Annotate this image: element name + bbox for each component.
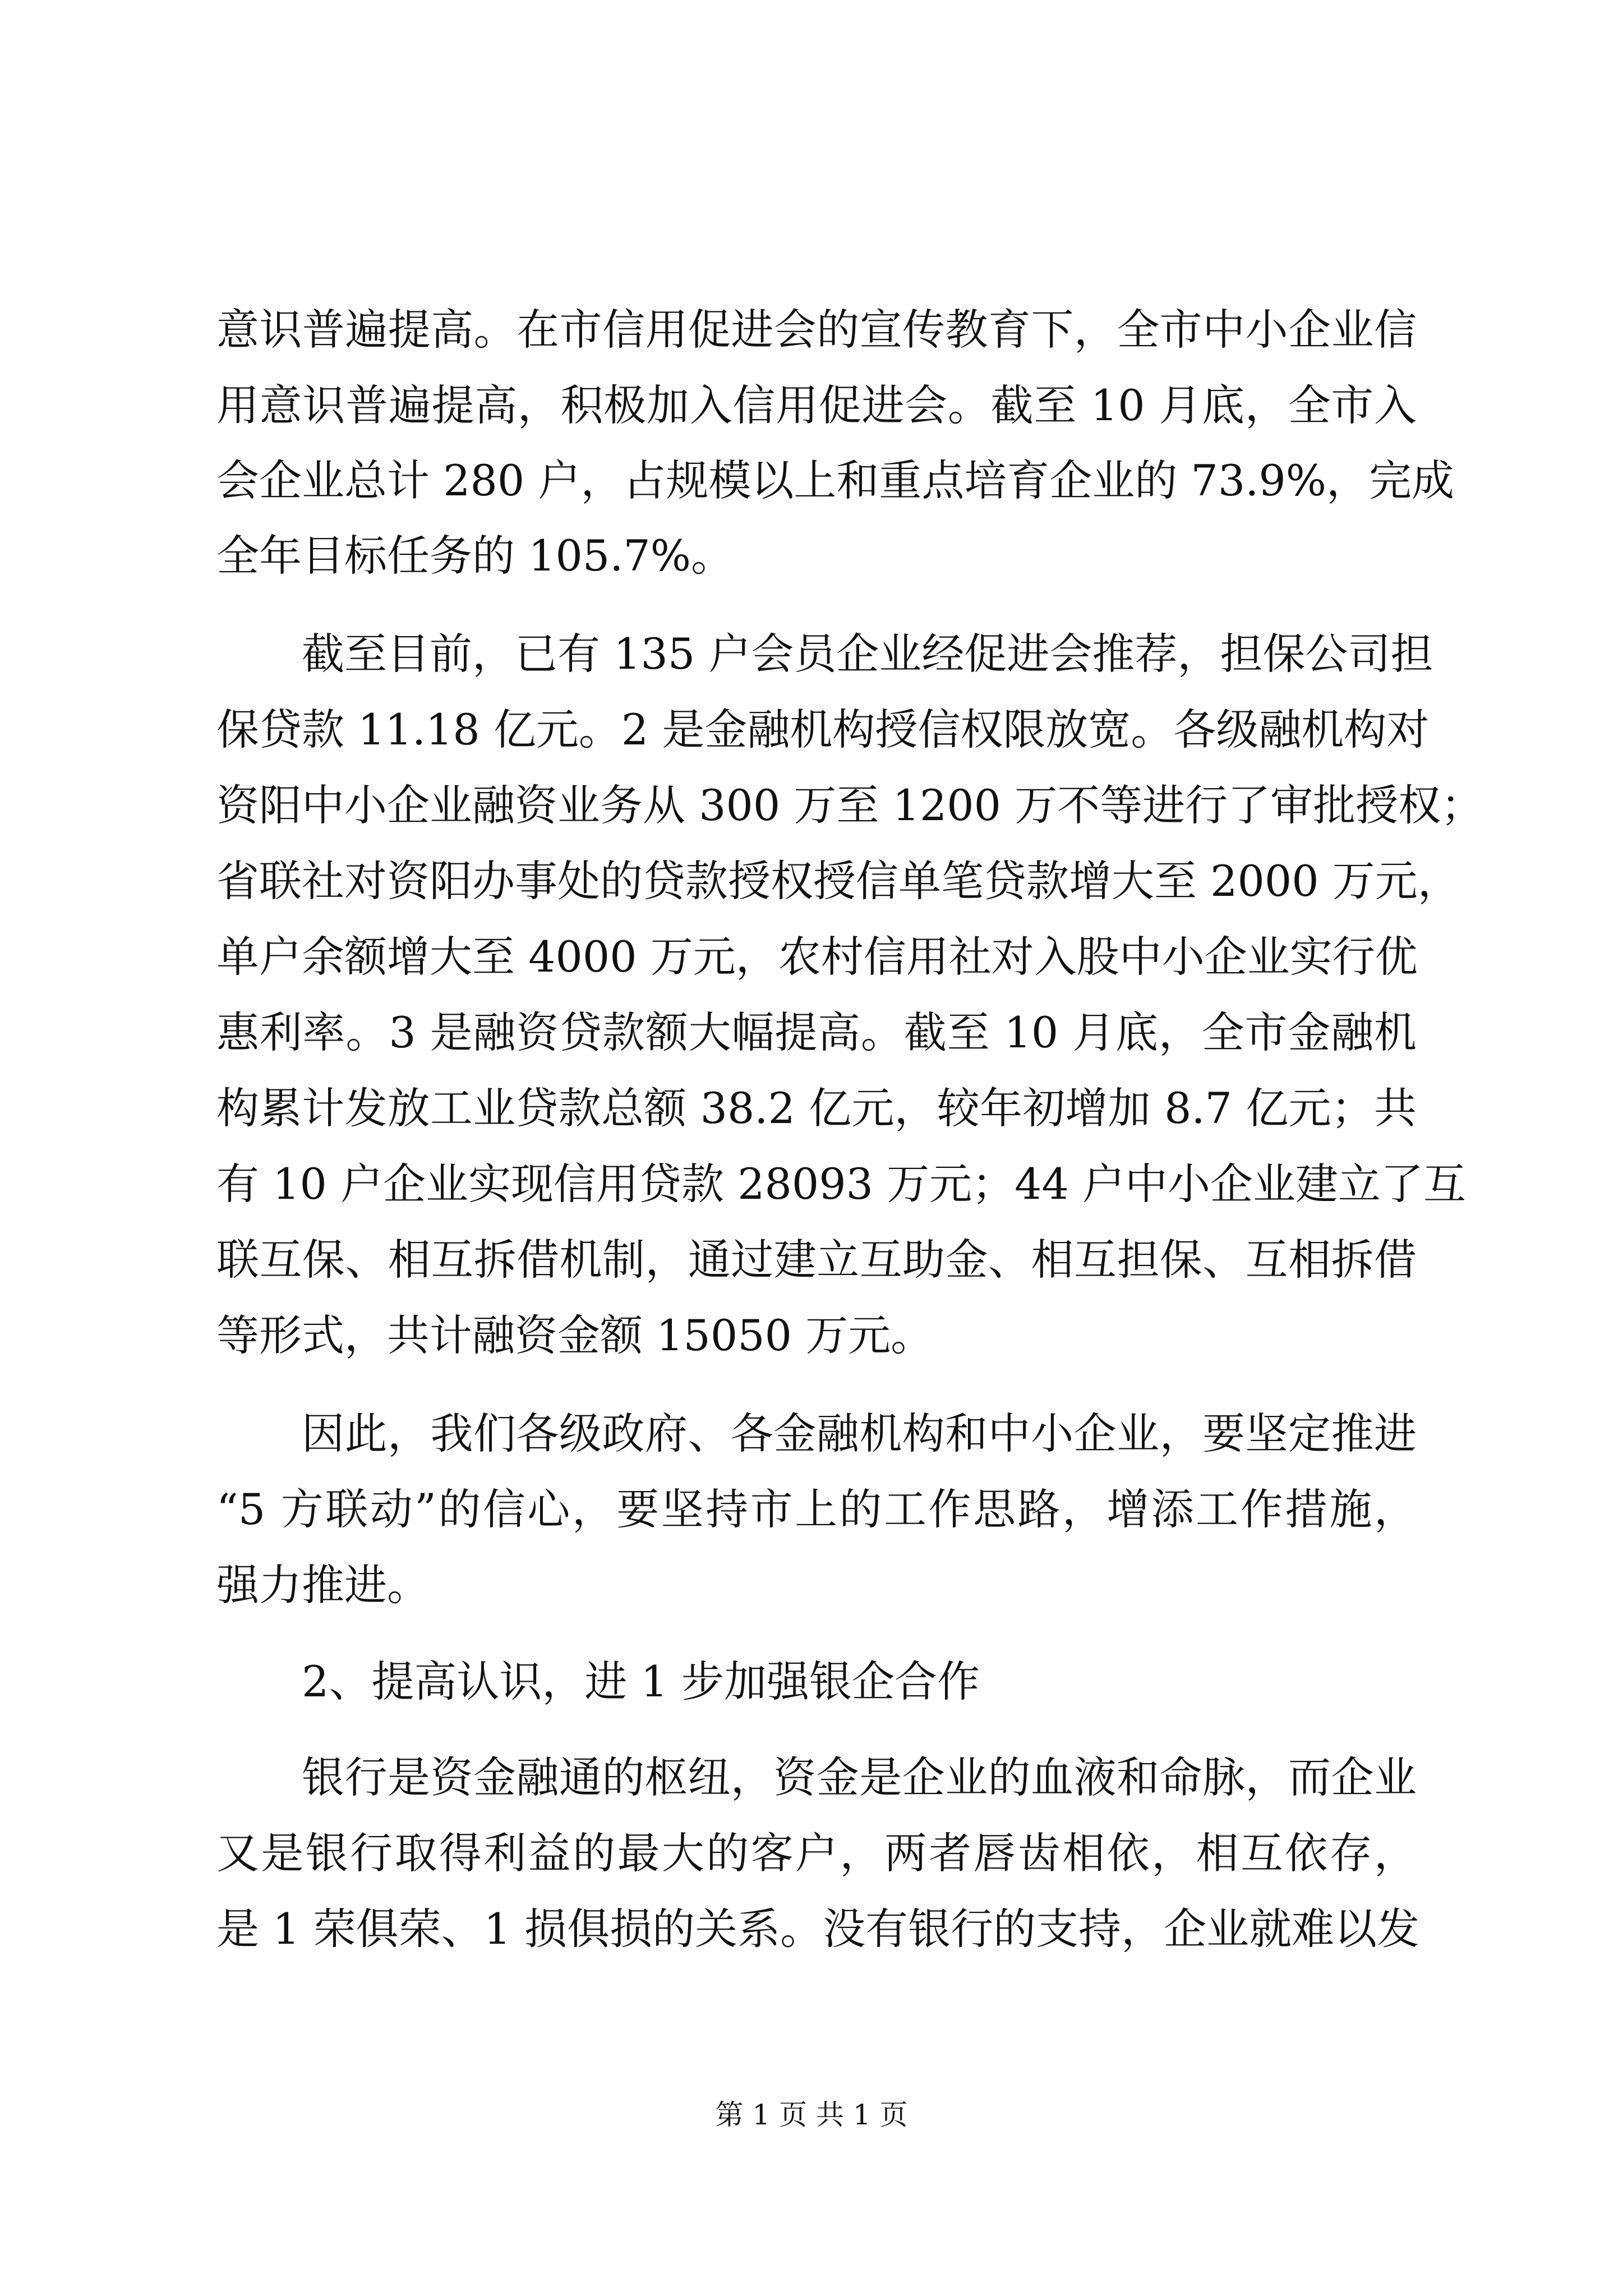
text-line: 是 1 荣俱荣、1 损俱损的关系。没有银行的支持，企业就难以发 — [216, 1904, 1420, 1954]
text-line: 会企业总计 280 户，占规模以上和重点培育企业的 73.9%，完成 — [216, 455, 1454, 505]
text-line: 意识普遍提高。在市信用促进会的宣传教育下，全市中小企业信 — [216, 305, 1417, 355]
text-line: 因此，我们各级政府、各金融机构和中小企业，要坚定推进 — [302, 1409, 1417, 1458]
text-line: 惠利率。3 是融资贷款额大幅提高。截至 10 月底，全市金融机 — [216, 1007, 1417, 1057]
text-line: “5 方联动”的信心，要坚持市上的工作思路，增添工作措施， — [216, 1484, 1417, 1534]
text-line: 全年目标任务的 105.7%。 — [216, 531, 734, 581]
text-line: 用意识普遍提高，积极加入信用促进会。截至 10 月底，全市入 — [216, 380, 1417, 430]
text-line: 联互保、相互拆借机制，通过建立互助金、相互担保、互相拆借 — [216, 1235, 1417, 1285]
text-line: 资阳中小企业融资业务从 300 万至 1200 万不等进行了审批授权； — [216, 780, 1484, 830]
text-line: 又是银行取得利益的最大的客户，两者唇齿相依，相互依存， — [216, 1828, 1417, 1878]
section-heading: 2、提高认识，进 1 步加强银企合作 — [302, 1657, 980, 1706]
text-line: 省联社对资阳办事处的贷款授权授信单笔贷款增大至 2000 万元， — [216, 856, 1460, 906]
text-line: 有 10 户企业实现信用贷款 28093 万元；44 户中小企业建立了互 — [216, 1159, 1466, 1209]
text-line: 强力推进。 — [216, 1560, 430, 1610]
text-line: 等形式，共计融资金额 15050 万元。 — [216, 1310, 934, 1360]
page-footer: 第 1 页 共 1 页 — [715, 2099, 908, 2131]
text-line: 银行是资金融通的枢纽，资金是企业的血液和命脉，而企业 — [302, 1752, 1417, 1802]
text-line: 构累计发放工业贷款总额 38.2 亿元，较年初增加 8.7 亿元；共 — [216, 1083, 1417, 1133]
text-line: 截至目前，已有 135 户会员企业经促进会推荐，担保公司担 — [302, 629, 1433, 679]
text-line: 单户余额增大至 4000 万元，农村信用社对入股中小企业实行优 — [216, 932, 1418, 982]
text-line: 保贷款 11.18 亿元。2 是金融机构授信权限放宽。各级融机构对 — [216, 705, 1430, 754]
